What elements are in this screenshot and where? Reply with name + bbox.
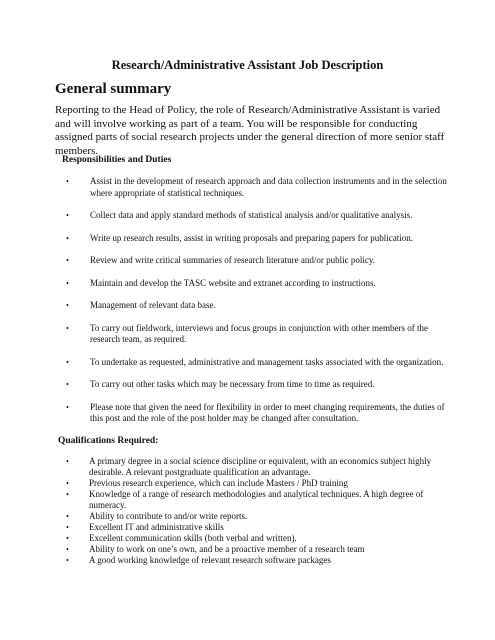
qualification-item <box>62 555 452 566</box>
bullet-icon: • <box>66 211 69 220</box>
bullet-icon: • <box>66 177 69 186</box>
responsibility-item <box>62 300 447 312</box>
qualification-item <box>62 511 452 522</box>
qualification-item-text: A primary degree in a social science discipline or equivalent, with an economics subject highly desirable. A relevant postgraduate qualification an advantage. <box>89 456 432 477</box>
responsibility-item-text: Write up research results, assist in writing proposals and preparing papers for publication. <box>90 232 414 243</box>
bullet-icon: • <box>66 523 69 532</box>
responsibility-item-text: Assist in the development of research approach and data collection instruments and in the selection where appropriate of statistical techniques. <box>90 176 447 198</box>
qualification-item-text: Knowledge of a range of research methodologies and analytical techniques. A high degree of numeracy. <box>89 489 424 510</box>
responsibility-item-text: To undertake as requested, administrative and management tasks associated with the organization. <box>90 356 444 367</box>
qualification-item-text: Previous research experience, which can include Masters / PhD training <box>89 478 348 488</box>
bullet-icon: • <box>66 402 69 412</box>
responsibility-item-text: To carry out fieldwork, interviews and focus groups in conjunction with other members of the research team, as required. <box>90 322 429 344</box>
qualification-item <box>62 456 452 478</box>
responsibility-item-text: Review and write critical summaries of research literature and/or public policy. <box>90 255 376 265</box>
responsibility-item <box>62 255 447 267</box>
qualification-item-text: Excellent IT and administrative skills <box>89 522 224 532</box>
bullet-icon: • <box>66 457 69 466</box>
responsibility-item <box>62 176 447 199</box>
qualification-item-text: Ability to work on one’s own, and be a proactive member of a research team <box>89 544 365 554</box>
qualification-item <box>62 522 452 533</box>
responsibility-item <box>62 402 447 425</box>
qualification-item-text: Excellent communication skills (both verbal and written). <box>89 533 297 543</box>
responsibility-item <box>62 323 447 346</box>
bullet-icon: • <box>66 323 69 333</box>
qualification-item <box>62 533 452 544</box>
bullet-icon: • <box>66 534 69 543</box>
general-summary-text: Reporting to the Head of Policy, the role of Research/Administrative Assistant is varied and will involve working as part of a team. You will be responsible for conducting assigned parts of social research projects under the general direction of more senior staff members. <box>55 104 445 157</box>
responsibility-item <box>62 379 447 391</box>
qualifications-list <box>62 456 452 566</box>
bullet-icon: • <box>66 301 69 310</box>
qualification-item <box>62 544 452 555</box>
responsibility-item-text: Maintain and develop the TASC website and extranet according to instructions. <box>90 277 376 288</box>
qualifications-heading: Qualifications Required: <box>58 436 159 446</box>
responsibility-item-text: Management of relevant data base. <box>90 300 216 310</box>
bullet-icon: • <box>66 490 69 499</box>
bullet-icon: • <box>66 380 69 389</box>
bullet-icon: • <box>66 479 69 488</box>
responsibility-item-text: Collect data and apply standard methods of statistical analysis and/or qualitative analysis. <box>90 210 413 220</box>
qualification-item <box>62 478 452 489</box>
qualification-item-text: Ability to contribute to and/or write reports. <box>89 511 248 521</box>
responsibility-item <box>62 210 447 222</box>
general-summary-heading: General summary <box>55 81 172 97</box>
bullet-icon: • <box>66 512 69 521</box>
responsibilities-list <box>62 176 447 436</box>
responsibilities-heading: Responsibilities and Duties <box>62 155 172 165</box>
bullet-icon: • <box>66 556 69 565</box>
responsibility-item <box>62 233 447 245</box>
responsibility-item <box>62 357 447 369</box>
qualification-item <box>62 489 452 511</box>
bullet-icon: • <box>66 256 69 265</box>
responsibility-item-text: Please note that given the need for flexibility in order to meet changing requirements, the duties of this post and the role of the post holder may be changed after consultation. <box>90 401 445 423</box>
bullet-icon: • <box>66 545 69 554</box>
responsibility-item <box>62 278 447 290</box>
responsibility-item-text: To carry out other tasks which may be necessary from time to time as required. <box>90 379 375 389</box>
bullet-icon: • <box>66 233 69 243</box>
bullet-icon: • <box>66 357 69 367</box>
document-title: Research/Administrative Assistant Job Description <box>111 58 384 72</box>
bullet-icon: • <box>66 278 69 288</box>
qualification-item-text: A good working knowledge of relevant research software packages <box>89 555 331 565</box>
